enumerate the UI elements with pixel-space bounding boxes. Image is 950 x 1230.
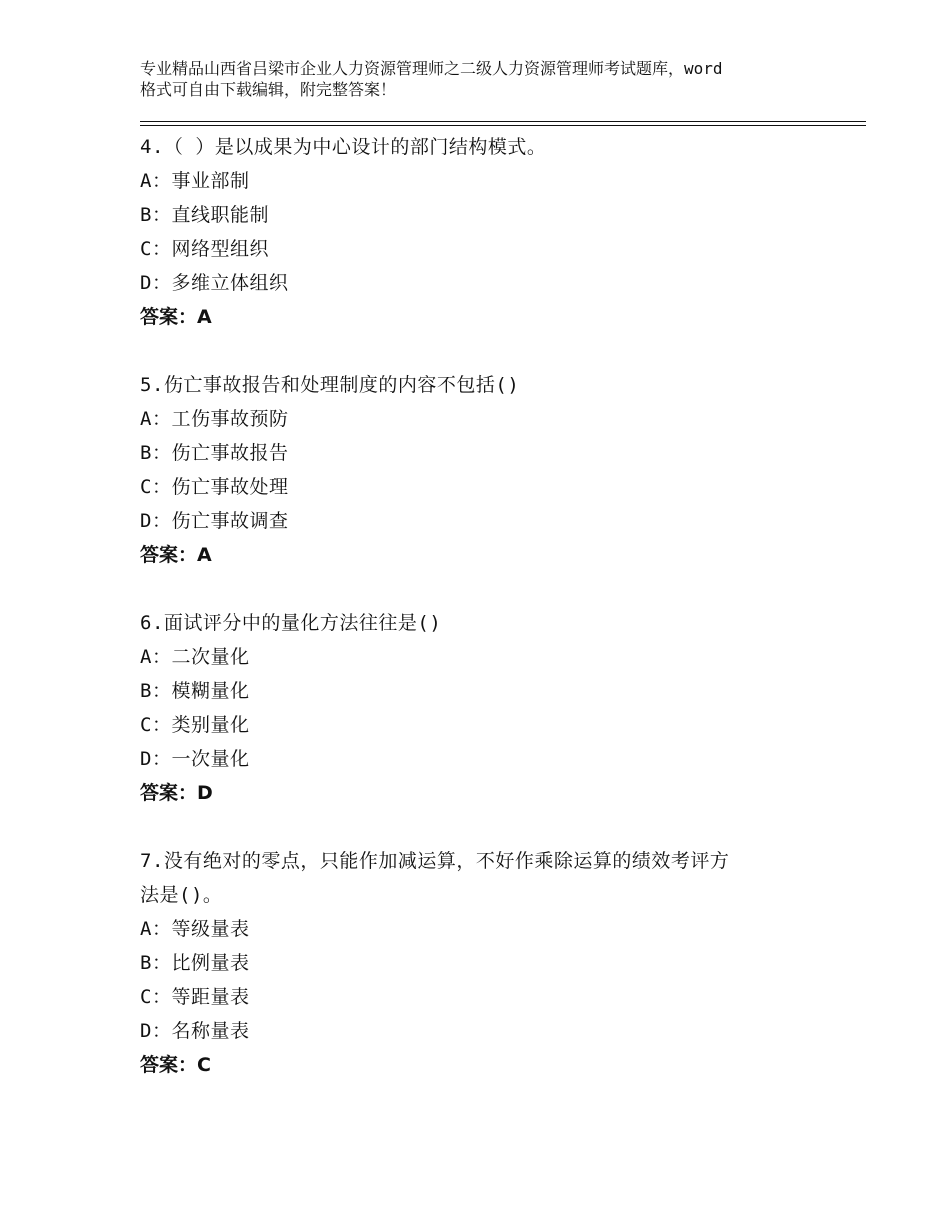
option-c: C：伤亡事故处理 xyxy=(140,476,289,498)
option-b: B：直线职能制 xyxy=(140,204,269,226)
question-list xyxy=(140,130,840,1082)
option-d: D：多维立体组织 xyxy=(140,272,289,294)
question-spacer xyxy=(140,334,840,368)
question-4 xyxy=(140,130,840,334)
option-c: C：网络型组织 xyxy=(140,238,269,260)
option-a: A：工伤事故预防 xyxy=(140,408,289,430)
question-stem-line-2: 法是()。 xyxy=(140,884,223,906)
header-line-2: 格式可自由下载编辑，附完整答案！ xyxy=(140,80,397,99)
option-b: B：伤亡事故报告 xyxy=(140,442,289,464)
answer-label: 答案：A xyxy=(140,306,212,328)
question-stem: 4.（ ）是以成果为中心设计的部门结构模式。 xyxy=(140,136,547,158)
option-d: D：一次量化 xyxy=(140,748,250,770)
option-b: B：模糊量化 xyxy=(140,680,250,702)
question-5 xyxy=(140,368,840,572)
question-6 xyxy=(140,606,840,810)
question-spacer xyxy=(140,572,840,606)
option-a: A：事业部制 xyxy=(140,170,250,192)
option-a: A：二次量化 xyxy=(140,646,250,668)
answer-label: 答案：C xyxy=(140,1054,211,1076)
option-d: D：伤亡事故调查 xyxy=(140,510,289,532)
option-b: B：比例量表 xyxy=(140,952,250,974)
document-header xyxy=(140,58,840,100)
answer-label: 答案：D xyxy=(140,782,213,804)
answer-label: 答案：A xyxy=(140,544,212,566)
header-line-1: 专业精品山西省吕梁市企业人力资源管理师之二级人力资源管理师考试题库，word xyxy=(140,59,723,78)
question-stem: 5.伤亡事故报告和处理制度的内容不包括() xyxy=(140,374,520,396)
question-spacer xyxy=(140,810,840,844)
option-d: D：名称量表 xyxy=(140,1020,250,1042)
header-rule-top xyxy=(140,121,866,122)
option-c: C：类别量化 xyxy=(140,714,250,736)
option-a: A：等级量表 xyxy=(140,918,250,940)
header-rule-bottom xyxy=(140,125,866,126)
question-stem: 6.面试评分中的量化方法往往是() xyxy=(140,612,442,634)
question-7 xyxy=(140,844,840,1082)
option-c: C：等距量表 xyxy=(140,986,250,1008)
question-stem-line-1: 7.没有绝对的零点，只能作加减运算，不好作乘除运算的绩效考评方 xyxy=(140,850,730,872)
